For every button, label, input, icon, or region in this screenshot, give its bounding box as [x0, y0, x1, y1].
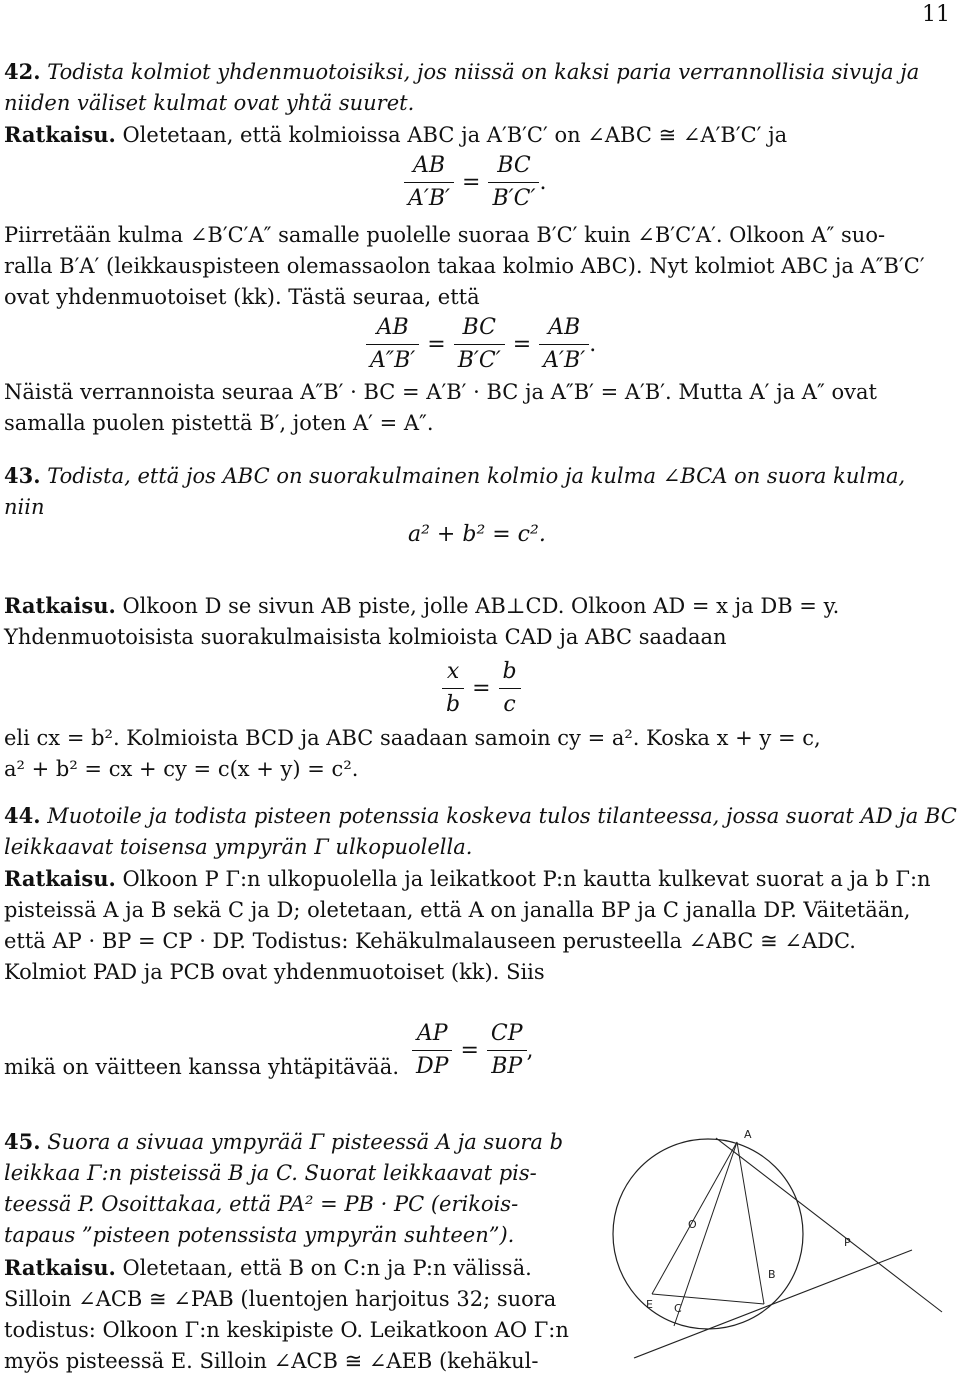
equation-44: $\frac{AP}{DP}$ = $\frac{CP}{BP}$ ,	[412, 1018, 534, 1083]
circle-gamma	[613, 1139, 803, 1329]
solution-42-cont: Piirretään kulma ∠B′C′A″ samalle puolelle suoraa B′C′ kuin ∠B′C′A′. Olkoon A″ suo- ralla B′A′ (leikkauspisteen olemassaolon takaa kolmio ABC). Nyt kolmiot ABC ja A″B′C′ ovat yhdenmuotoiset (kk). Tästä seuraa, että	[4, 223, 925, 309]
label-a: A	[744, 1128, 752, 1141]
page-number: 11	[922, 2, 950, 27]
solution-45: Ratkaisu. Oletetaan, että B on C:n ja P:n välissä. Silloin ∠ACB ≅ ∠PAB (luentojen harjoitus 32; suora todistus: Olkoon Γ:n keskipiste O. Leikatkoon AO Γ:n myös pisteessä E. Silloin ∠ACB ≅ ∠AEB (kehäkul-	[4, 1255, 569, 1373]
problem-number: 42.	[4, 59, 41, 84]
equation-42b: $\frac{AB}{A''B'}$ = $\frac{BC}{B'C'}$ = $\frac{AB}{A'B'}$ .	[366, 312, 596, 377]
label-o: O	[688, 1218, 697, 1231]
segment-ab	[737, 1142, 764, 1304]
problem-text: Todista kolmiot yhdenmuotoisiksi, jos niissä on kaksi paria verrannollisia sivuja ja	[40, 60, 920, 84]
solution-44-end: mikä on väitteen kanssa yhtäpitävää.	[4, 1055, 399, 1079]
label-b: B	[768, 1268, 776, 1281]
label-c: C	[674, 1302, 682, 1315]
problem-number: 45.	[4, 1129, 41, 1154]
problem-45: 45. Suora a sivuaa ympyrää Γ pisteessä A ja suora b leikkaa Γ:n pisteissä B ja C. Suorat leikkaavat pis- teessä P. Osoittakaa, että PA² = PB · PC (erikois- tapaus ”pisteen potenssista ympyrän suhteen”).	[4, 1129, 564, 1247]
problem-number: 43.	[4, 463, 41, 488]
problem-43: 43. Todista, että jos ABC on suorakulmainen kolmio ja kulma ∠BCA on suora kulma, niin	[4, 463, 906, 519]
segment-eb	[652, 1294, 764, 1304]
problem-number: 44.	[4, 803, 41, 828]
solution-label: Ratkaisu.	[4, 866, 116, 891]
solution-43-end: eli cx = b². Kolmioista BCD ja ABC saadaan samoin cy = a². Koska x + y = c, a² + b² = cx + cy = c(x + y) = c².	[4, 726, 821, 781]
problem-44: 44. Muotoile ja todista pisteen potenssia koskeva tulos tilanteessa, jossa suorat AD ja BC leikkaavat toisensa ympyrän Γ ulkopuolella. Ratkaisu. Olkoon P Γ:n ulkopuolella ja leikatkoot P:n kautta kulkevat suorat a ja b Γ:n pisteissä A ja B sekä C ja D; oletetaan, että A on janalla BP ja C janalla DP. Väitetään, että AP · BP = CP · DP. Todistus: Kehäkulmalauseen perusteella ∠ABC ≅ ∠ADC. Kolmiot PAD ja PCB ovat yhdenmuotoiset (kk). Siis	[4, 803, 957, 984]
geometry-figure	[612, 1112, 956, 1368]
label-p: P	[844, 1236, 851, 1249]
solution-42-end: Näistä verrannoista seuraa A″B′ · BC = A′B′ · BC ja A″B′ = A′B′. Mutta A′ ja A″ ovat samalla puolen pistettä B′, joten A′ = A″.	[4, 380, 877, 435]
problem-text: niiden väliset kulmat ovat yhtä suuret.	[4, 91, 415, 115]
equation-42a: $\frac{AB}{A'B'}$ = $\frac{BC}{B'C'}$ .	[404, 150, 546, 215]
solution-label: Ratkaisu.	[4, 122, 116, 147]
solution-43: Ratkaisu. Olkoon D se sivun AB piste, jolle AB⊥CD. Olkoon AD = x ja DB = y. Yhdenmuotoisista suorakulmaisista kolmioista CAD ja ABC saadaan	[4, 593, 840, 649]
problem-42	[4, 56, 954, 151]
solution-text: Oletetaan, että kolmioissa ABC ja A′B′C′ on ∠ABC ≅ ∠A′B′C′ ja	[115, 123, 788, 147]
solution-label: Ratkaisu.	[4, 1255, 116, 1280]
solution-label: Ratkaisu.	[4, 593, 116, 618]
equation-43: a² + b² = c².	[408, 522, 546, 547]
equation-43b: $\frac{x}{b}$ = $\frac{b}{c}$	[442, 656, 521, 721]
tangent-line-a	[716, 1138, 942, 1312]
label-e: E	[646, 1298, 653, 1311]
